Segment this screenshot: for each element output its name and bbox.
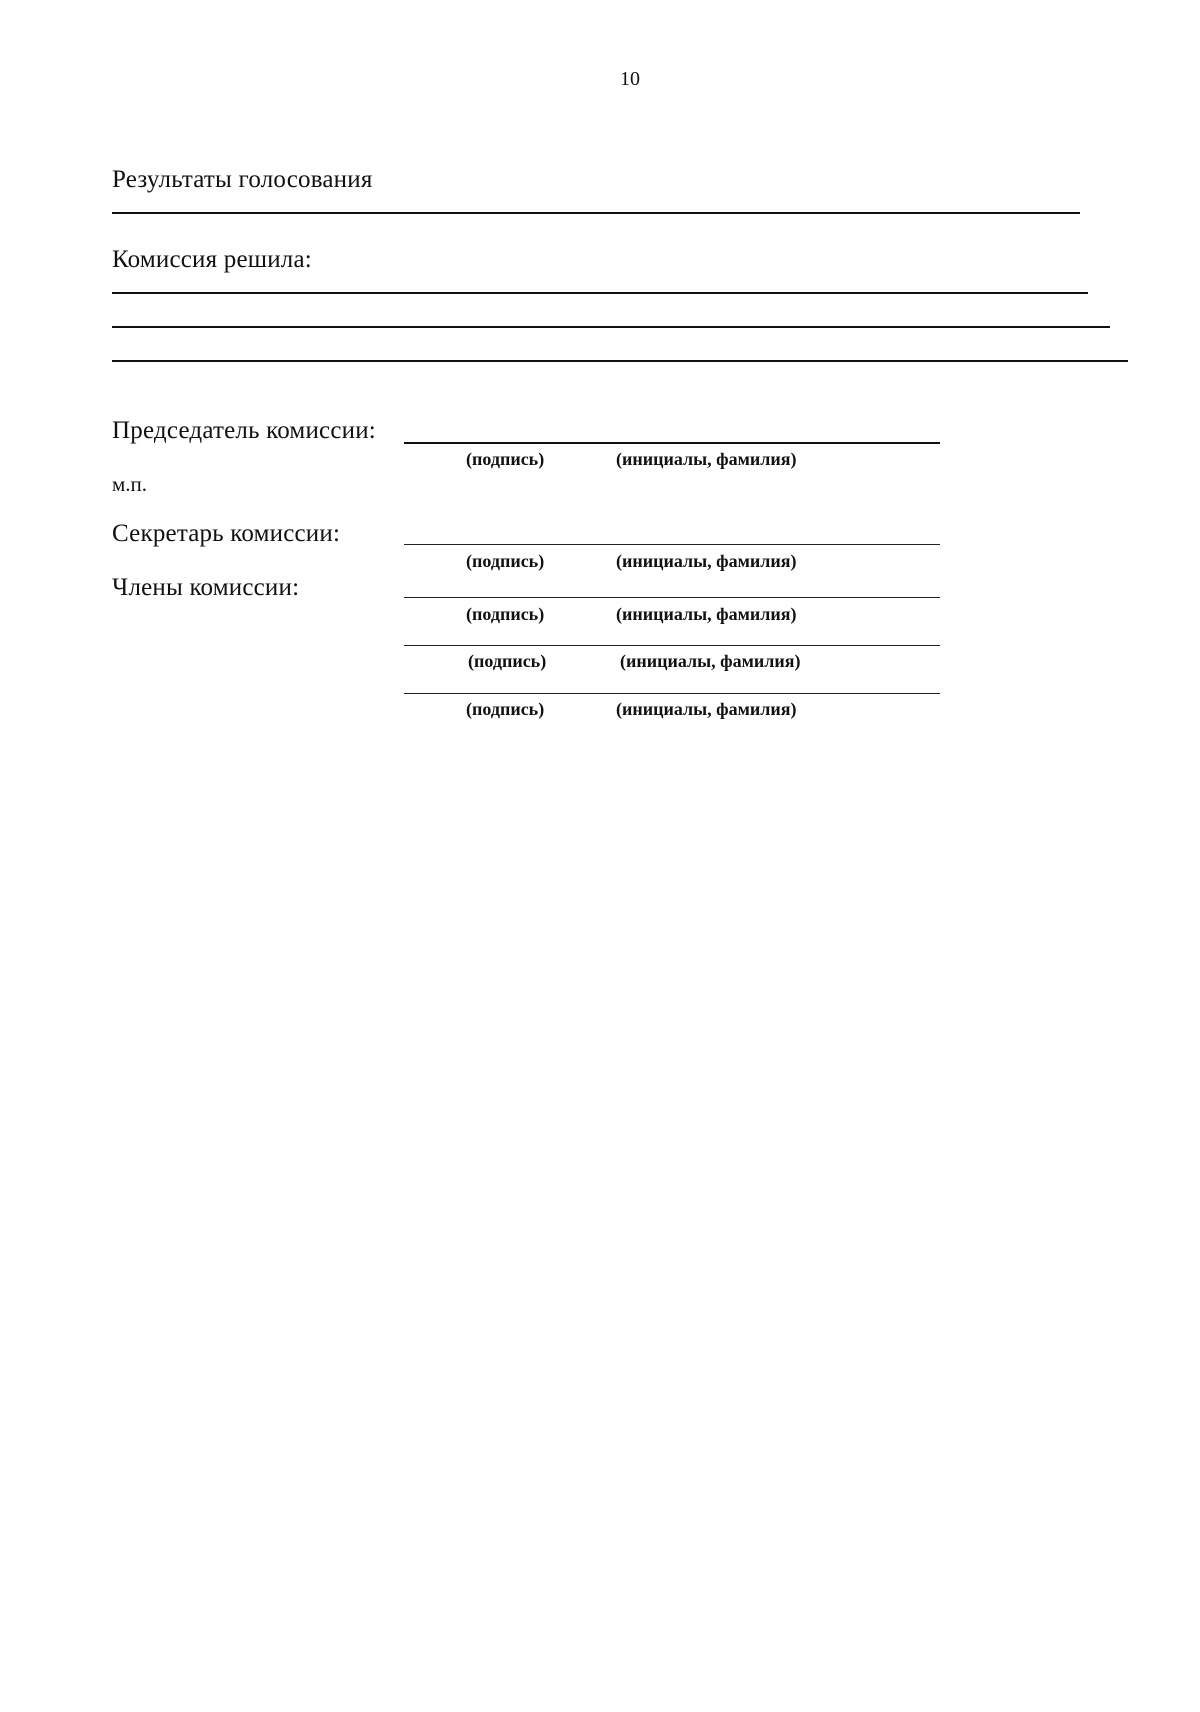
- member-3-signature-caption: (подпись): [466, 699, 545, 719]
- members-label: Члены комиссии:: [112, 574, 300, 601]
- secretary-label: Секретарь комиссии:: [112, 520, 341, 547]
- decision-line-2[interactable]: [112, 326, 1110, 328]
- commission-decided-label: Комиссия решила:: [112, 246, 312, 273]
- member-1-initials-caption: (инициалы, фамилия): [616, 604, 797, 624]
- page-number: 10: [620, 68, 640, 90]
- chairman-signature-line[interactable]: [404, 442, 940, 444]
- member-2-signature-line[interactable]: [404, 645, 940, 646]
- secretary-initials-caption: (инициалы, фамилия): [616, 551, 797, 571]
- voting-results-line[interactable]: [112, 212, 1080, 214]
- stamp-place-label: м.п.: [112, 472, 148, 496]
- member-3-signature-line[interactable]: [404, 693, 940, 694]
- secretary-signature-line[interactable]: [404, 544, 940, 545]
- decision-line-3[interactable]: [112, 360, 1128, 362]
- decision-line-1[interactable]: [112, 292, 1088, 294]
- member-3-initials-caption: (инициалы, фамилия): [616, 699, 797, 719]
- member-2-initials-caption: (инициалы, фамилия): [620, 651, 801, 671]
- member-1-signature-line[interactable]: [404, 597, 940, 598]
- chairman-initials-caption: (инициалы, фамилия): [616, 449, 797, 469]
- chairman-signature-caption: (подпись): [466, 449, 545, 469]
- member-1-signature-caption: (подпись): [466, 604, 545, 624]
- chairman-label: Председатель комиссии:: [112, 417, 376, 444]
- voting-results-label: Результаты голосования: [112, 166, 373, 193]
- member-2-signature-caption: (подпись): [468, 651, 547, 671]
- secretary-signature-caption: (подпись): [466, 551, 545, 571]
